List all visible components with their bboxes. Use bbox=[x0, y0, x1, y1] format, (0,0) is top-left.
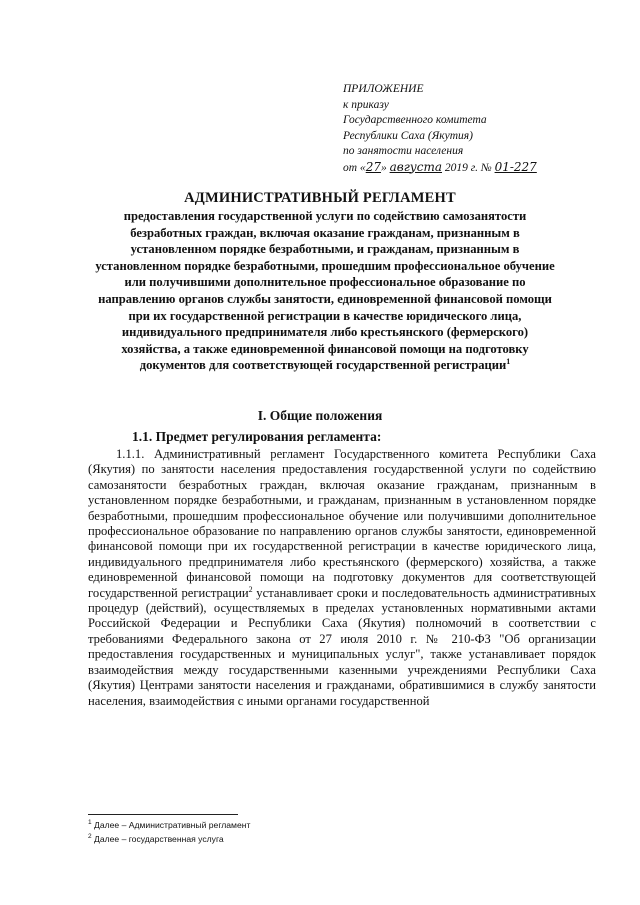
subsection-heading: 1.1. Предмет регулирования регламента: bbox=[132, 429, 382, 444]
footnote-text: Далее – Административный регламент bbox=[91, 819, 251, 830]
footnotes bbox=[88, 817, 250, 845]
annex-block bbox=[343, 82, 537, 176]
annex-line: к приказу bbox=[343, 98, 389, 111]
annex-line: Государственного комитета bbox=[343, 114, 487, 126]
footnote-item bbox=[88, 831, 250, 845]
footnote-number: 1 bbox=[88, 819, 92, 826]
footnote-ref: 1 bbox=[506, 357, 511, 367]
document-subtitle bbox=[95, 208, 555, 374]
year-text: 2019 г. № bbox=[442, 161, 495, 174]
document-title: АДМИНИСТРАТИВНЫЙ РЕГЛАМЕНТ bbox=[184, 190, 456, 206]
annex-title: ПРИЛОЖЕНИЕ bbox=[343, 83, 424, 95]
footnote-ref: 2 bbox=[248, 584, 253, 594]
footnote-text: Далее – государственная услуга bbox=[91, 833, 224, 844]
annex-date-line bbox=[343, 160, 537, 177]
subtitle-text: предоставления государственной услуги по содействию самозанятости безработных граждан, включая оказание гражданам, признанным в установленном порядке безработными, и гражданам, признанным в установленном порядке безработными, прошедшим профессиональное обучение или получившими дополнительное профессиональное образование по направлению органов службы занятости, единовременной финансовой помощи при их государственной регистрации в качестве юридического лица, индивидуального предпринимателя либо крестьянского (фермерского) хозяйства, а также единовременной финансовой помощи на подготовку документов для соответствующей государственной регистрации bbox=[95, 209, 555, 373]
paragraph-text: устанавливает сроки и последовательность административных процедур (действий), осуществляемых в пределах установленных нормативными актами Российской Федерации и Республики Саха (Якутия) полномочий в соответствии с требованиями Федерального закона от 27 июля 2010 г. № 210-ФЗ "Об организации предоставления государственных и муниципальных услуг", также устанавливает порядок взаимодействия между государственными казенными учреждениями Республики Саха (Якутия) Центрами занятости населения и гражданами, обратившимися в службу занятости населения, взаимодействия с иными органами государственной bbox=[88, 585, 596, 708]
paragraph-text: 1.1.1. Административный регламент Государственного комитета Республики Саха (Якутия) по занятости населения предоставления государственной услуги по содействию самозанятости безработных граждан, включая оказание гражданам, признанным в установленном порядке безработными, и гражданам, признанным в установленном порядке безработными, прошедшим профессиональное обучение или получившими дополнительное профессиональное образование по направлению органов службы занятости, единовременной финансовой помощи при их государственной регистрации в качестве юридического лица, индивидуального предпринимателя либо крестьянского (фермерского) хозяйства, а также единовременной финансовой помощи на подготовку документов для соответствующей государственной регистрации bbox=[88, 447, 596, 600]
body-paragraph bbox=[88, 447, 596, 709]
footnote-item bbox=[88, 817, 250, 831]
date-mid: » bbox=[380, 161, 390, 174]
annex-line: по занятости населения bbox=[343, 145, 464, 157]
footnote-number: 2 bbox=[88, 832, 92, 840]
date-prefix: от « bbox=[343, 161, 366, 174]
handwritten-number: 01-227 bbox=[494, 159, 537, 174]
handwritten-month: августа bbox=[389, 159, 443, 174]
footnote-divider bbox=[88, 814, 238, 815]
annex-line: Республики Саха (Якутия) bbox=[343, 129, 473, 142]
section-heading: I. Общие положения bbox=[257, 408, 383, 423]
handwritten-day: 27 bbox=[365, 159, 381, 174]
